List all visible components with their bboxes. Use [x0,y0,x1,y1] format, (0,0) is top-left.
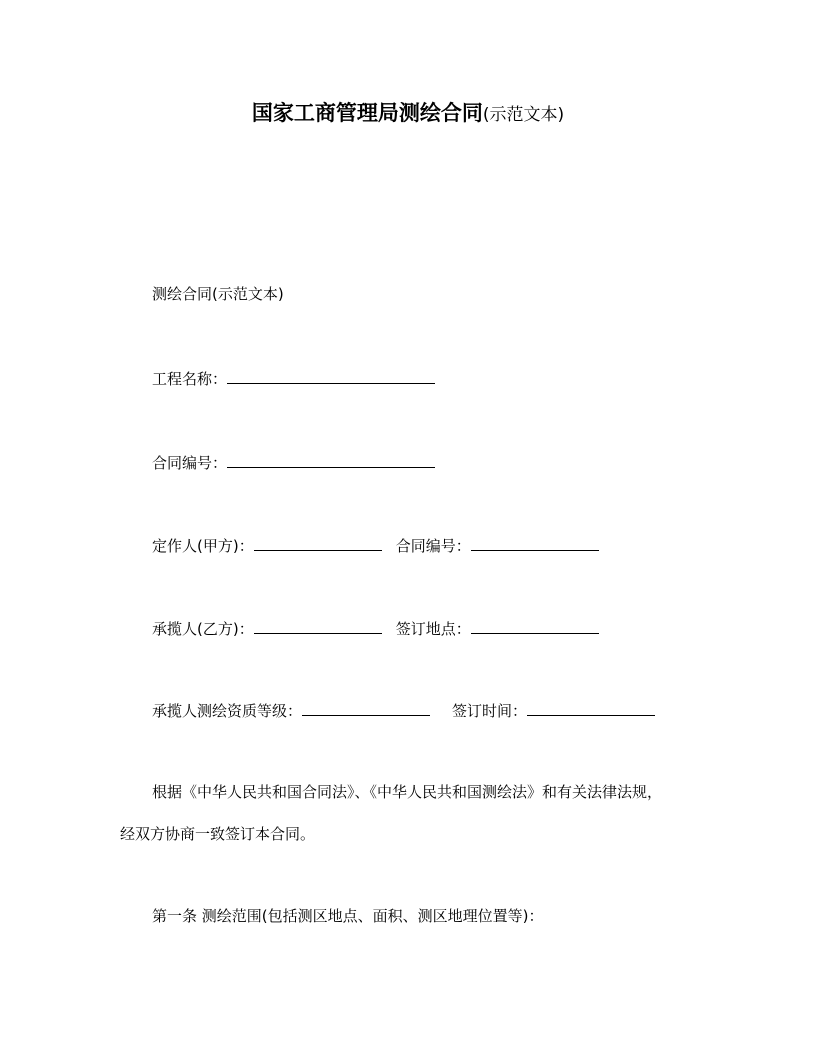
document-title [0,98,816,130]
contract-heading: 测绘合同(示范文本) [152,285,284,303]
contractor-blank[interactable] [254,617,382,634]
article-1-number: 第一条 [152,907,198,925]
article-1 [152,906,544,926]
contract-no-label: 合同编号： [152,454,228,472]
orderer-blank[interactable] [254,534,382,551]
document-title-main: 国家工商管理局测绘合同 [251,101,483,125]
sign-time-blank[interactable] [527,699,655,716]
sign-place-label: 签订地点： [395,620,471,638]
preamble-line-1: 根据《中华人民共和国合同法》、《中华人民共和国测绘法》和有关法律法规， [152,783,663,801]
contract-no-blank-2[interactable] [471,534,599,551]
orderer-row [152,534,599,556]
sign-place-blank[interactable] [471,617,599,634]
contract-no-blank[interactable] [227,451,435,468]
contract-no-row [152,451,435,473]
orderer-label: 定作人(甲方)： [152,537,254,555]
project-name-blank[interactable] [227,367,435,384]
project-name-label: 工程名称： [152,370,228,388]
contract-no-label-2: 合同编号： [395,537,471,555]
contractor-row [152,617,599,639]
preamble-line-2: 经双方协商一致签订本合同。 [120,825,316,843]
project-name-row [152,367,435,389]
qualification-blank[interactable] [302,699,430,716]
contractor-label: 承揽人(乙方)： [152,620,254,638]
article-1-text: 测绘范围(包括测区地点、面积、测区地理位置等)： [201,907,544,925]
qualification-label: 承揽人测绘资质等级： [152,702,303,720]
document-title-sub: (示范文本) [482,105,565,125]
sign-time-label: 签订时间： [452,702,528,720]
qualification-row [152,699,655,721]
